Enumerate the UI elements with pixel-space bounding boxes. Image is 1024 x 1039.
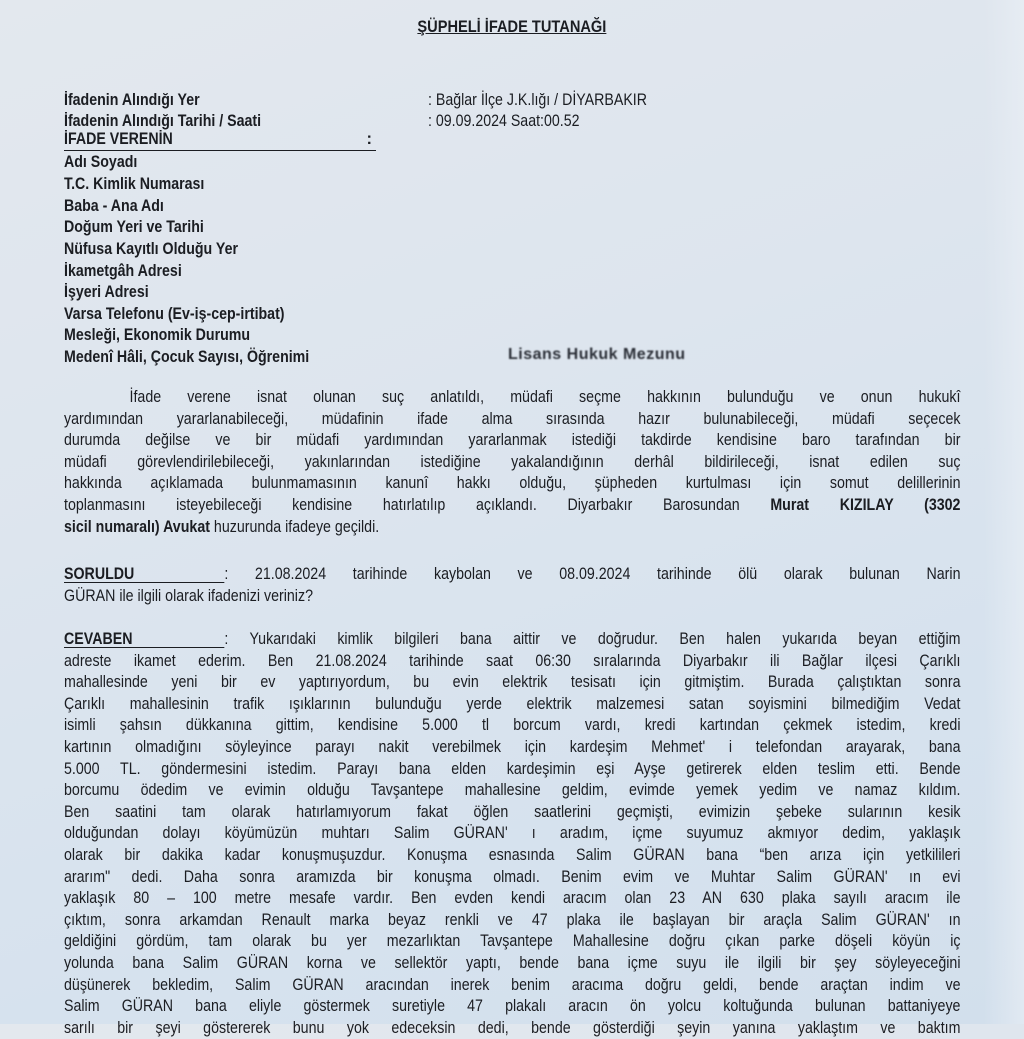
- question-label: [64, 566, 224, 583]
- paragraph-line: hakkında açıklamada bulunmamasının kanunî hakkı olduğu, şüpheden kurtulması için somut delillerinin: [64, 474, 961, 493]
- lawyer-name: Murat KIZILAY (3302: [770, 495, 961, 514]
- answer-line: olarak bir dakika kadar konuşmuşuzdur. Konuşma esnasında Salim GÜRAN bana “ben arıza için yetkilileri: [64, 845, 961, 864]
- field-label: [64, 305, 320, 324]
- statement-giver-heading: [64, 130, 376, 151]
- document-title-text: ŞÜPHELİ İFADE TUTANAĞI: [417, 17, 607, 36]
- paragraph-closing: huzurunda ifadeye geçildi.: [213, 517, 380, 536]
- answer-line: olduğundan dolayı köyümüzün muhtarı Salim GÜRAN' ı aradım, içme suyumuz akmıyor dedim, yaklaşık: [64, 824, 961, 843]
- answer-line: düşünerek bekledim, Salim GÜRAN aracından inerek benim aracıma doğru geldi, bende araçtan indim ve: [64, 975, 961, 994]
- question-label-text: SORULDU: [64, 565, 135, 583]
- datetime-value-text: : 09.09.2024 Saat:00.52: [428, 112, 580, 130]
- field-residence: İkametgâh Adresi: [64, 262, 182, 280]
- answer-line: adreste ikamet ederim. Ben 21.08.2024 tarihinde saat 06:30 sıralarında Diyarbakır ili Bağlar ilçesi Çarıklı: [64, 651, 961, 670]
- education-value-blurred: Lisans Hukuk Mezunu: [508, 346, 686, 363]
- place-label: [64, 91, 222, 110]
- page-edge-shadow: [984, 0, 1024, 1024]
- field-label: [64, 197, 180, 216]
- field-label: [64, 348, 349, 367]
- statement-giver-heading-text: İFADE VERENİN: [64, 130, 173, 148]
- field-parents: Baba - Ana Adı: [64, 197, 164, 215]
- answer-line: yolunda bana Salim GÜRAN korna ve sellektör yaptı, bende bana içme suyu ile ilgili bir şey söyleyeceğini: [64, 953, 961, 972]
- rights-paragraph: [64, 387, 960, 538]
- answer-line: geldiğini gördüm, tam olarak bu yer mezarlıktan Tavşantepe Mahallesine doğru çıkan parke döşeli köyün iç: [64, 932, 961, 951]
- field-label: [64, 218, 227, 237]
- field-label: [64, 153, 149, 172]
- place-label-text: İfadenin Alındığı Yer: [64, 91, 200, 109]
- question-line: GÜRAN ile ilgili olarak ifadenizi veriniz?: [64, 586, 313, 605]
- answer-line: çıktım, sonra arkamdan Renault marka beyaz renkli ve 47 plaka ile başlayan bir araçla Salim GÜRAN' ın: [64, 910, 961, 929]
- question-line: [64, 564, 960, 586]
- heading-colon: :: [366, 130, 372, 148]
- paragraph-line: yardımından yararlanabileceği, müdafinin ifade alma sırasında hazır bulunabileceği, müdafi seçecek: [64, 409, 961, 428]
- answer-line: borcumu ödedim ve evimin olduğu Tavşantepe mahallesine geldim, evimde yemek yedim ve namaz kıldım.: [64, 781, 961, 800]
- paragraph-line: [64, 495, 960, 517]
- field-work-address: İşyeri Adresi: [64, 283, 149, 301]
- document-title: [0, 17, 1024, 37]
- paragraph-line: [64, 517, 960, 539]
- answer-line: isimli şahsın dükkanına gittim, kendisine 5.000 tl borcum vardı, kredi kartından çekmek istedim, kredi: [64, 716, 961, 735]
- field-label: [64, 283, 162, 302]
- datetime-label: [64, 112, 293, 131]
- field-label: [64, 326, 280, 345]
- field-name: Adı Soyadı: [64, 153, 138, 171]
- paragraph-line: durumda değilse ve bir müdafi yardımından yararlanmak istediği takdirde kendisine baro tarafından bir: [64, 431, 961, 450]
- question-text: : 21.08.2024 tarihinde kaybolan ve 08.09.2024 tarihinde ölü olarak bulunan Narin: [224, 565, 961, 583]
- paragraph-line: müdafi görevlendirilebileceği, yakınlarından istediğine yakalandığının derhâl bildirileceği, isnat edilen suç: [64, 452, 961, 471]
- answer-line: ararım" dedi. Daha sonra aramızda bir konuşma olmadı. Benim evim ve Muhtar Salim GÜRAN' ın evi: [64, 867, 961, 886]
- answer-line: [64, 629, 960, 651]
- answer-line: Salim GÜRAN bana eliyle göstermek suretiyle 47 plakalı aracın ön yolcu koltuğunda bulunan battaniyeye: [64, 997, 961, 1016]
- field-marital-education: Medenî Hâli, Çocuk Sayısı, Öğrenimi: [64, 348, 310, 366]
- field-occupation: Mesleği, Ekonomik Durumu: [64, 326, 251, 344]
- paragraph-line: İfade verene isnat olunan suç anlatıldı, müdafi seçme hakkının bulunduğu ve onun hukukî: [129, 388, 961, 406]
- question-block: [64, 564, 960, 607]
- place-value: [428, 91, 683, 110]
- field-phone: Varsa Telefonu (Ev-iş-cep-irtibat): [64, 305, 285, 323]
- answer-first-text: : Yukarıdaki kimlik bilgileri bana aittir ve doğrudur. Ben halen yukarıda beyan ettiğim: [224, 630, 961, 648]
- place-value-text: : Bağlar İlçe J.K.lığı / DİYARBAKIR: [428, 91, 647, 109]
- answer-line: Çarıklı mahallesinin trafik ışıklarının bulunduğu yerde elektrik malzemesi satan soyismini bilmediğim Vedat: [64, 694, 961, 713]
- answer-line: kartının olmadığını söyleyince parayı nakit verebilmek için kardeşim Mehmet' i telefondan arayarak, bana: [64, 737, 961, 756]
- field-registry: Nüfusa Kayıtlı Olduğu Yer: [64, 240, 239, 258]
- field-label: [64, 175, 227, 194]
- datetime-value: [428, 112, 604, 131]
- answer-line: 5.000 TL. göndermesini istedim. Parayı bana elden kardeşimin eşi Ayşe getirerek elden teslim etti. Bende: [64, 759, 961, 778]
- answer-line: sarılı bir şeyi göstererek bunu yok edeceksin dedi, bende gösterdiği şeyin yanına yaklaştım ve baktım: [64, 1018, 961, 1037]
- answer-line: mahallesinde yeni bir ev yaptırıyordum, bu evin elektrik tesisatı için gitmiştim. Burada çalıştıktan sonra: [64, 673, 961, 692]
- answer-line: Ben saatini tam olarak hatırlamıyorum fakat öğlen saatlerini geçmişti, evimizin şebeke sularının kesik: [64, 802, 961, 821]
- datetime-label-text: İfadenin Alındığı Tarihi / Saati: [64, 112, 262, 130]
- answer-line: yaklaşık 80 – 100 metre mesafe vardır. Ben evden kendi aracım olan 23 AN 630 plaka sayılı aracım ile: [64, 889, 961, 908]
- answer-block: [64, 629, 960, 1039]
- lawyer-registry: sicil numaralı) Avukat: [64, 517, 210, 536]
- paragraph-line-text: toplanmasını isteyebileceği kendisine hatırlatılıp açıklandı. Diyarbakır Barosundan: [64, 495, 740, 514]
- answer-label: [64, 631, 224, 648]
- field-label: [64, 240, 266, 259]
- field-id-number: T.C. Kimlik Numarası: [64, 175, 205, 193]
- answer-label-text: CEVABEN: [64, 630, 133, 648]
- field-birth: Doğum Yeri ve Tarihi: [64, 218, 204, 236]
- field-label: [64, 262, 201, 281]
